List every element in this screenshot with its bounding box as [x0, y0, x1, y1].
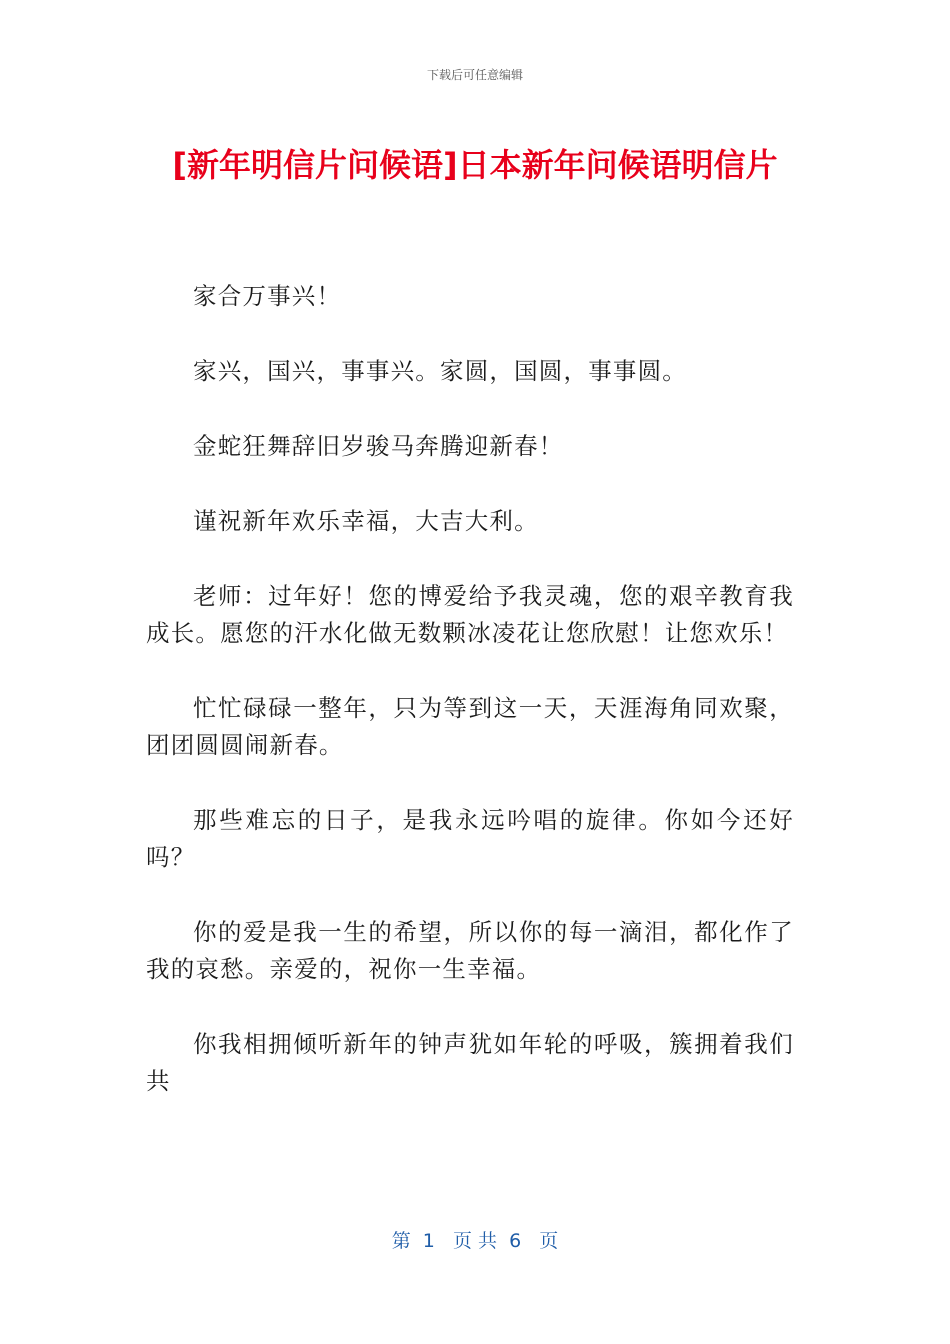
page-number: 第 1 页 共 6 页	[391, 1230, 559, 1252]
paragraph: 老师：过年好！您的博爱给予我灵魂，您的艰辛教育我成长。愿您的汗水化做无数颗冰凌花让您欣慰！让您欢乐！	[146, 582, 794, 647]
paragraph: 你我相拥倾听新年的钟声犹如年轮的呼吸，簇拥着我们共	[146, 1030, 794, 1095]
paragraph: 那些难忘的日子，是我永远吟唱的旋律。你如今还好吗？	[146, 806, 794, 871]
paragraph: 家合万事兴！	[193, 282, 342, 310]
paragraph: 忙忙碌碌一整年，只为等到这一天，天涯海角同欢聚，团团圆圆闹新春。	[146, 694, 794, 759]
document-title: [新年明信片问候语]日本新年问候语明信片	[172, 146, 778, 184]
header-note: 下载后可任意编辑	[426, 68, 523, 82]
paragraph: 你的爱是我一生的希望，所以你的每一滴泪，都化作了我的哀愁。亲爱的，祝你一生幸福。	[146, 918, 794, 983]
paragraph: 金蛇狂舞辞旧岁骏马奔腾迎新春！	[193, 432, 564, 460]
paragraph: 谨祝新年欢乐幸福，大吉大利。	[193, 507, 539, 535]
paragraph: 家兴，国兴，事事兴。家圆，国圆，事事圆。	[193, 357, 687, 385]
document-body	[146, 278, 794, 1138]
